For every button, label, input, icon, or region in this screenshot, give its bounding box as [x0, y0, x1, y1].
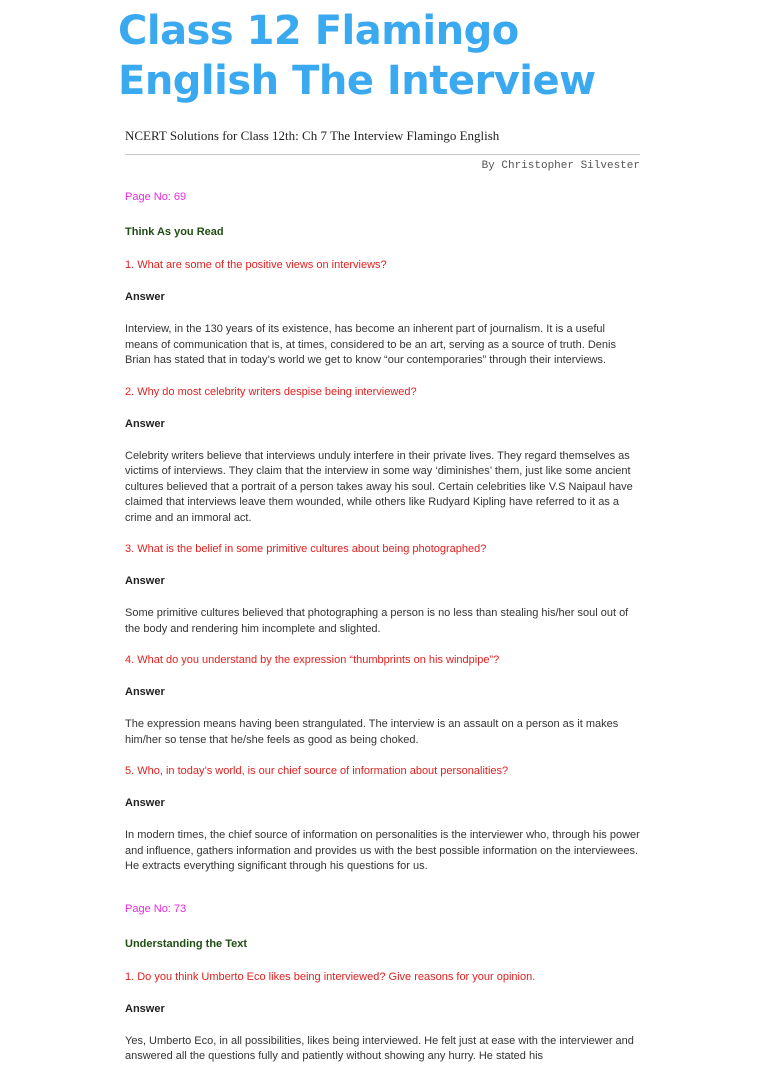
section-heading: Think As you Read	[125, 226, 224, 238]
answer-label: Answer	[125, 797, 165, 809]
answer-label: Answer	[125, 417, 165, 430]
answer-text: Some primitive cultures believed that photographing a person is no less than stealing his/her soul out of the body and rendering him incomplete and slighted.	[125, 607, 629, 635]
question: 1. What are some of the positive views on interviews?	[125, 259, 387, 271]
page-title-line-1: Class 12 Flamingo	[118, 8, 519, 54]
section-heading: Understanding the Text	[125, 937, 248, 950]
answer-text: In modern times, the chief source of information on personalities is the interviewer who, through his power and influence, gathers information and provides us with the best possible information on the interviewees. He extracts everything significant through his questions for us.	[125, 829, 640, 872]
answer-label: Answer	[125, 1002, 165, 1015]
question: 4. What do you understand by the expression “thumbprints on his windpipe”?	[125, 654, 500, 666]
page-number-label: Page No: 73	[125, 902, 187, 915]
page-title	[118, 6, 738, 106]
document-body	[125, 190, 640, 1081]
answer-label: Answer	[125, 575, 165, 587]
question: 2. Why do most celebrity writers despise being interviewed?	[125, 385, 417, 398]
question: 3. What is the belief in some primitive cultures about being photographed?	[125, 543, 487, 555]
author-byline: By Christopher Silvester	[481, 160, 640, 172]
answer-text: The expression means having been strangulated. The interview is an assault on a person as it makes him/her so tense that he/she feels as good as being choked.	[125, 718, 619, 746]
question: 5. Who, in today’s world, is our chief source of information about personalities?	[125, 765, 509, 777]
page-title-line-2: English The Interview	[118, 58, 596, 104]
question: 1. Do you think Umberto Eco likes being interviewed? Give reasons for your opinion.	[125, 970, 536, 983]
answer-text: Celebrity writers believe that interviews unduly interfere in their private lives. They regard themselves as victims of interviews. They claim that the interview in some way ‘diminishes’ them, just like some ancient cultures believed that a portrait of a person takes away his soul. Certain celebrities like V.S Naipaul have claimed that interviews leave them wounded, while others like Rudyard Kipling have referred to it as a crime and an immoral act.	[125, 449, 633, 524]
answer-label: Answer	[125, 291, 165, 303]
document-header: NCERT Solutions for Class 12th: Ch 7 The Interview Flamingo English	[125, 128, 640, 155]
answer-label: Answer	[125, 686, 165, 698]
page-number-label: Page No: 69	[125, 191, 187, 203]
answer-text: Interview, in the 130 years of its existence, has become an inherent part of journalism. It is a useful means of communication that is, at times, considered to be an art, serving as a source of truth. Denis Brian has stated that in today’s world we get to know “our contemporaries” through their interviews.	[125, 323, 616, 366]
answer-text: Yes, Umberto Eco, in all possibilities, likes being interviewed. He felt just at ease with the interviewer and answered all the questions fully and patiently without showing any hurry. He stated his	[125, 1034, 634, 1062]
